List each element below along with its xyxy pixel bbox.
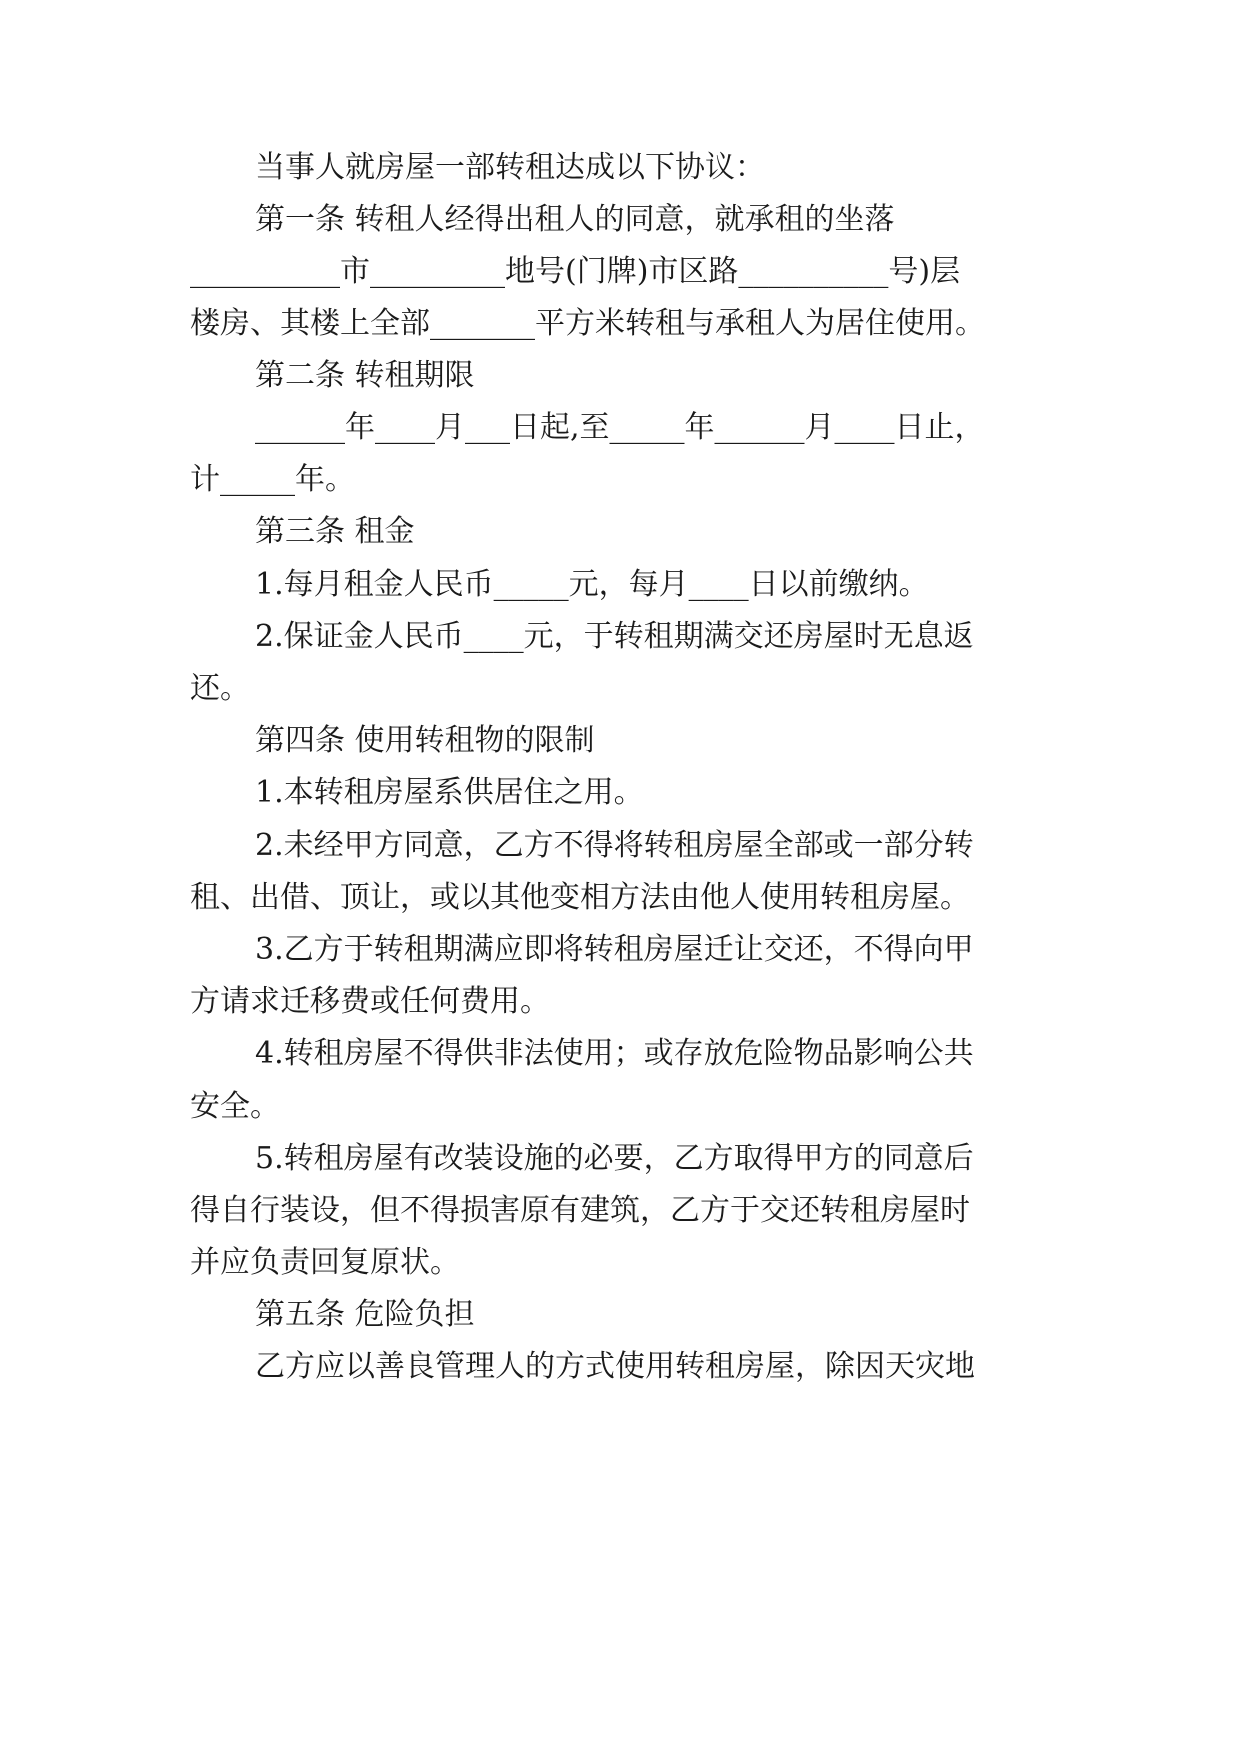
- article-2-heading: 第二条 转租期限: [255, 358, 475, 393]
- article-3-item-2-line-2: 还。: [190, 671, 250, 706]
- article-3-heading: 第三条 租金: [255, 514, 415, 549]
- article-4-item-5-line-1: 5.转租房屋有改装设施的必要，乙方取得甲方的同意后: [255, 1141, 974, 1176]
- article-4-item-1: 1.本转租房屋系供居住之用。: [255, 775, 644, 810]
- article-4-item-2-line-1: 2.未经甲方同意，乙方不得将转租房屋全部或一部分转: [255, 828, 974, 863]
- article-1-line-2: __________市_________地号(门牌)市区路__________号)层: [190, 254, 961, 289]
- article-2-line-2: 计_____年。: [190, 462, 355, 497]
- agreement-intro: 当事人就房屋一部转租达成以下协议：: [255, 150, 765, 185]
- article-4-item-4-line-2: 安全。: [190, 1089, 280, 1124]
- article-4-item-2-line-2: 租、出借、顶让，或以其他变相方法由他人使用转租房屋。: [190, 880, 970, 915]
- article-4-item-5-line-3: 并应负责回复原状。: [190, 1245, 460, 1280]
- article-4-item-3-line-1: 3.乙方于转租期满应即将转租房屋迁让交还，不得向甲: [255, 932, 974, 967]
- article-4-item-5-line-2: 得自行装设，但不得损害原有建筑，乙方于交还转租房屋时: [190, 1193, 970, 1228]
- article-5-line-1: 乙方应以善良管理人的方式使用转租房屋，除因天灾地: [255, 1349, 975, 1384]
- article-3-item-1: 1.每月租金人民币_____元，每月____日以前缴纳。: [255, 567, 929, 602]
- article-4-item-3-line-2: 方请求迁移费或任何费用。: [190, 984, 550, 1019]
- article-3-item-2-line-1: 2.保证金人民币____元，于转租期满交还房屋时无息返: [255, 619, 974, 654]
- article-5-heading: 第五条 危险负担: [255, 1297, 475, 1332]
- article-2-line-1: ______年____月___日起,至_____年______月____日止，: [255, 410, 985, 445]
- article-1-line-3: 楼房、其楼上全部_______平方米转租与承租人为居住使用。: [190, 306, 985, 341]
- article-4-heading: 第四条 使用转租物的限制: [255, 723, 595, 758]
- article-4-item-4-line-1: 4.转租房屋不得供非法使用；或存放危险物品影响公共: [255, 1036, 974, 1071]
- article-1-line-1: 第一条 转租人经得出租人的同意，就承租的坐落: [255, 202, 895, 237]
